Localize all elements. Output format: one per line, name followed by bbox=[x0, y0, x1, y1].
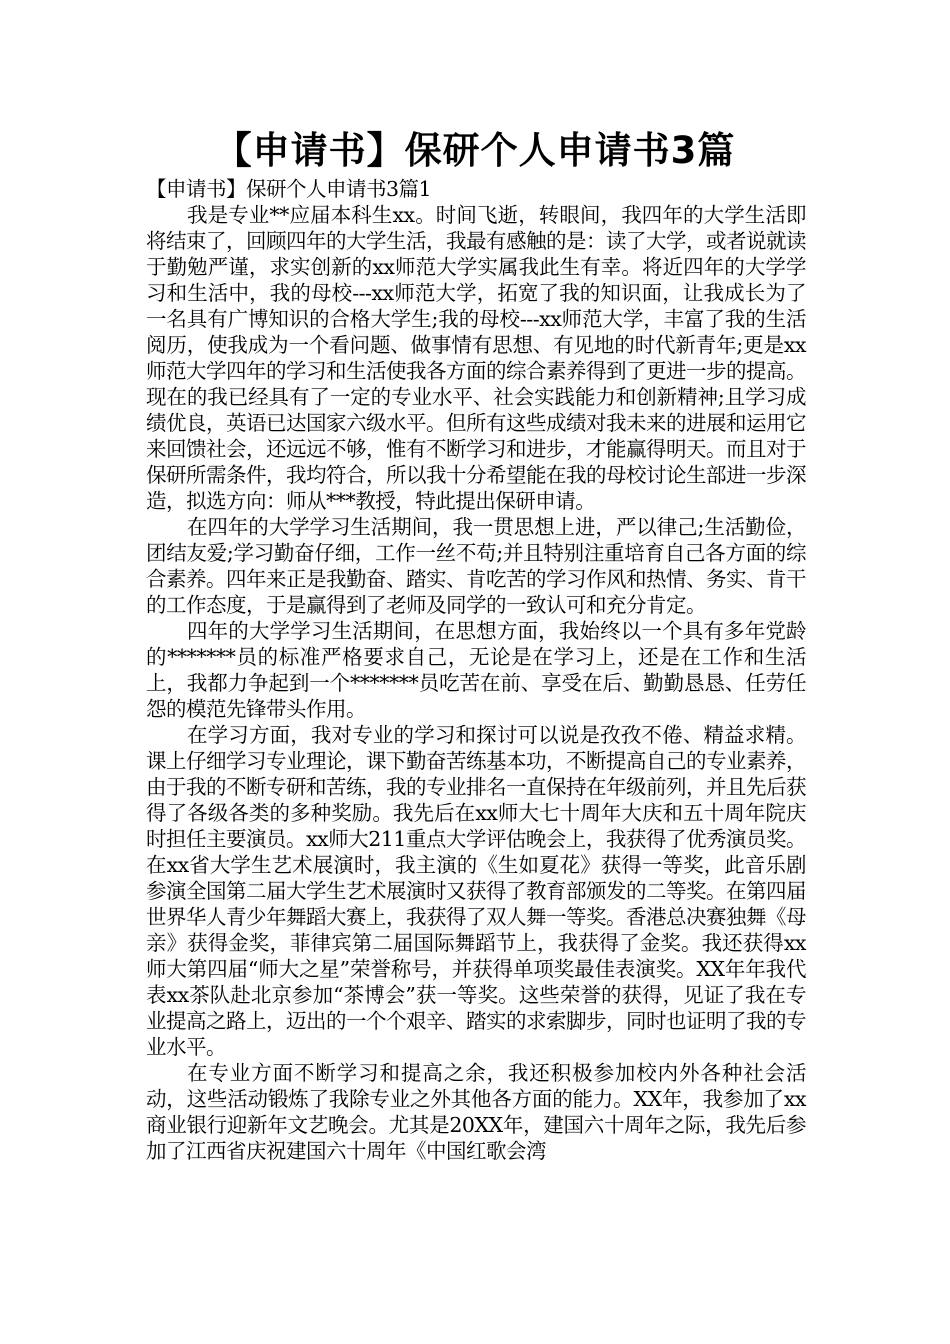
paragraph-1: 我是专业**应届本科生xx。时间飞逝，转眼间，我四年的大学生活即将结束了，回顾四年的大学生活，我最有感触的是：读了大学，或者说就读于勤勉严谨，求实创新的xx师范大学实属我此生有幸。将近四年的大学学习和生活中，我的母校---xx师范大学，拓宽了我的知识面，让我成长为了一名具有广博知识的合格大学生;我的母校---xx师范大学，丰富了我的生活阅历，使我成为一个看问题、做事情有思想、有见地的时代新青年;更是xx师范大学四年的学习和生活使我各方面的综合素养得到了更进一步的提高。现在的我已经具有了一定的专业水平、社会实践能力和创新精神;且学习成绩优良，英语已达国家六级水平。但所有这些成绩对我未来的进展和运用它来回馈社会，还远远不够，惟有不断学习和进步，才能赢得明天。而且对于保研所需条件，我均符合，所以我十分希望能在我的母校讨论生部进一步深造，拟选方向：师从***教授，特此提出保研申请。 bbox=[146, 203, 806, 513]
paragraph-3: 四年的大学学习生活期间，在思想方面，我始终以一个具有多年党龄的*******员的标准严格要求自己，无论是在学习上，还是在工作和生活上，我都力争起到一个*******员吃苦在前、享受在后、勤勤恳恳、任劳任怨的模范先锋带头作用。 bbox=[146, 619, 806, 721]
document-body bbox=[146, 176, 806, 1164]
paragraph-4: 在学习方面，我对专业的学习和探讨可以说是孜孜不倦、精益求精。课上仔细学习专业理论，课下勤奋苦练基本功，不断提高自己的专业素养，由于我的不断专研和苦练，我的专业排名一直保持在年级前列，并且先后获得了各级各类的多种奖励。我先后在xx师大七十周年大庆和五十周年院庆时担任主要演员。xx师大211重点大学评估晚会上，我获得了优秀演员奖。在xx省大学生艺术展演时，我主演的《生如夏花》获得一等奖，此音乐剧参演全国第二届大学生艺术展演时又获得了教育部颁发的二等奖。在第四届世界华人青少年舞蹈大赛上，我获得了双人舞一等奖。香港总决赛独舞《母亲》获得金奖，菲律宾第二届国际舞蹈节上，我获得了金奖。我还获得xx师大第四届“师大之星”荣誉称号，并获得单项奖最佳表演奖。XX年年我代表xx茶队赴北京参加“茶博会”获一等奖。这些荣誉的获得，见证了我在专业提高之路上，迈出的一个个艰辛、踏实的求索脚步，同时也证明了我的专业水平。 bbox=[146, 723, 806, 1059]
paragraph-5: 在专业方面不断学习和提高之余，我还积极参加校内外各种社会活动，这些活动锻炼了我除专业之外其他各方面的能力。XX年，我参加了xx商业银行迎新年文艺晚会。尤其是20XX年，建国六十周年之际，我先后参加了江西省庆祝建国六十周年《中国红歌会湾 bbox=[146, 1061, 806, 1163]
document-subtitle: 【申请书】保研个人申请书3篇1 bbox=[146, 177, 432, 201]
paragraph-2: 在四年的大学学习生活期间，我一贯思想上进，严以律己;生活勤俭，团结友爱;学习勤奋仔细，工作一丝不苟;并且特别注重培育自己各方面的综合素养。四年来正是我勤奋、踏实、肯吃苦的学习作风和热情、务实、肯干的工作态度，于是赢得到了老师及同学的一致认可和充分肯定。 bbox=[146, 515, 806, 617]
document-title: 【申请书】保研个人申请书3篇 bbox=[214, 129, 736, 172]
